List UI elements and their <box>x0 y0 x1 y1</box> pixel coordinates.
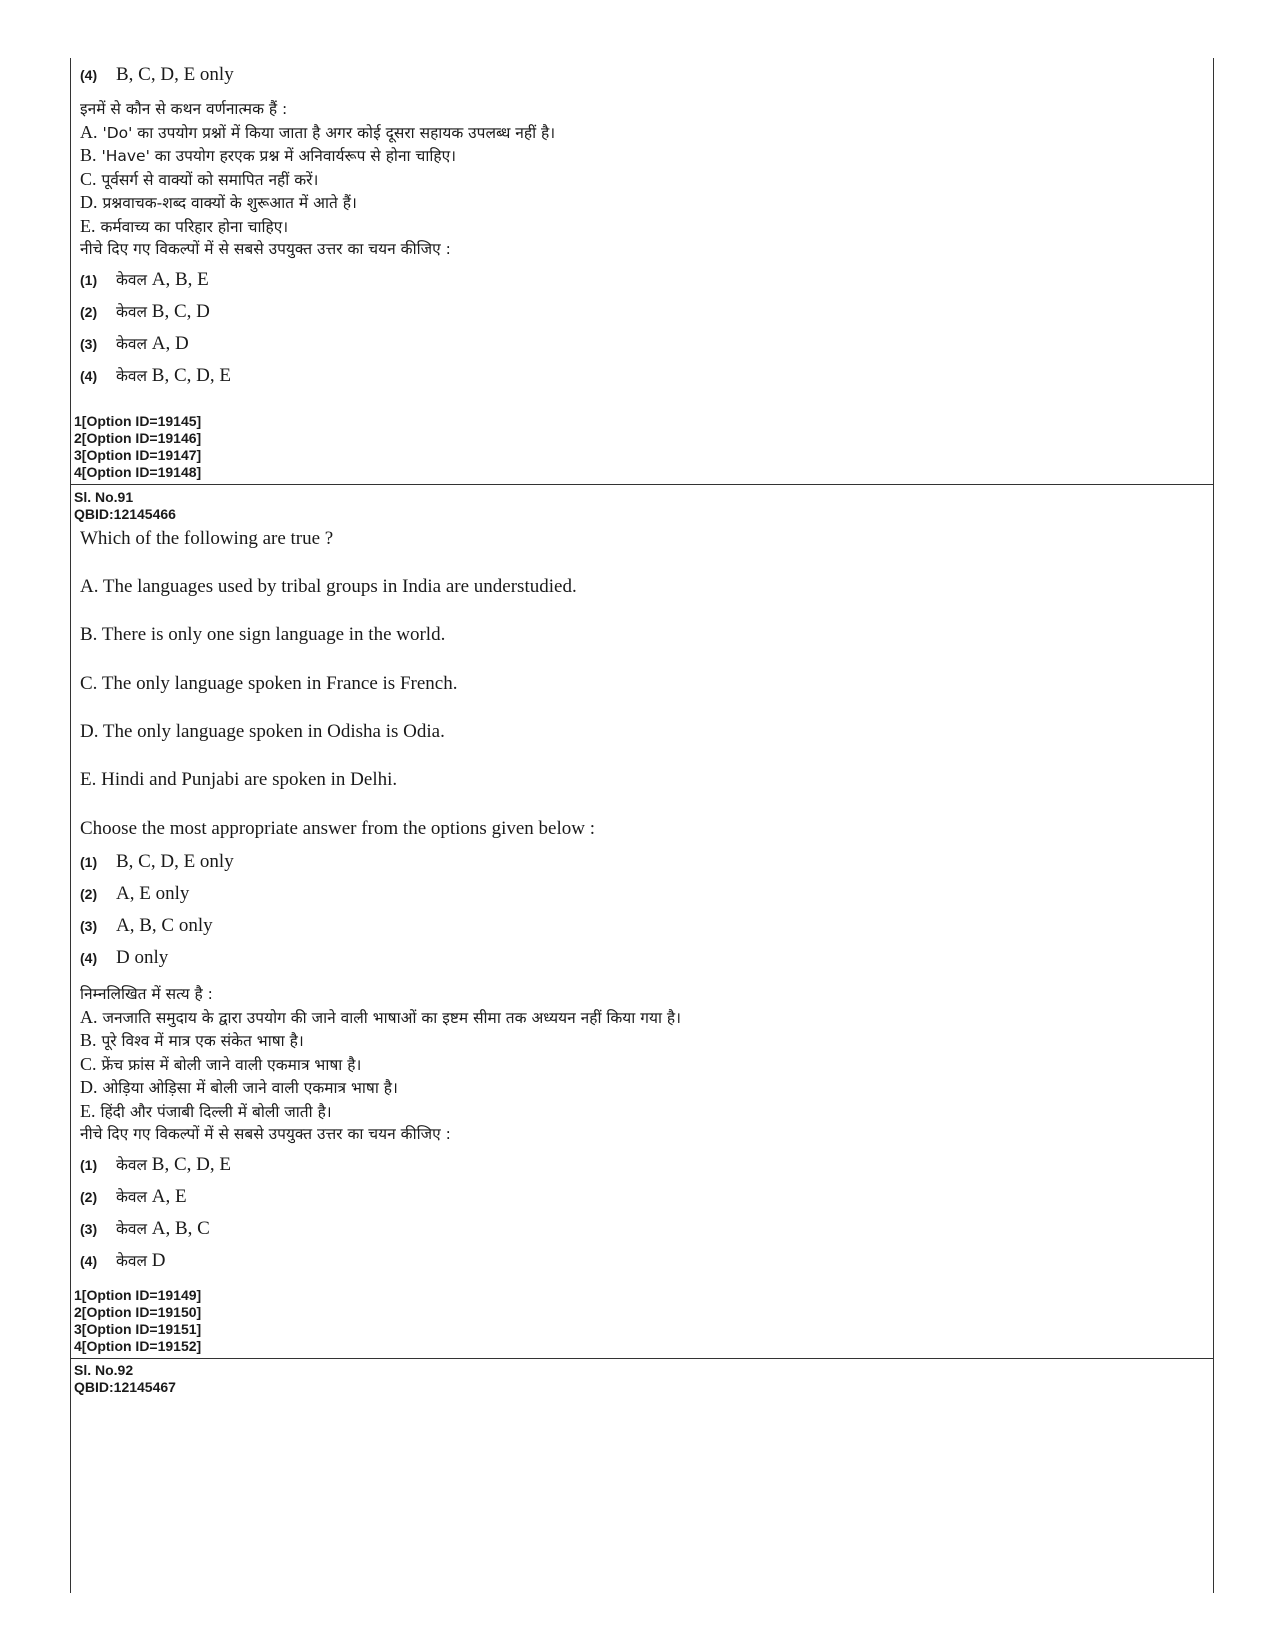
option <box>80 1149 1200 1181</box>
qbid: QBID:12145467 <box>74 1379 176 1395</box>
text: A. <box>80 1006 98 1027</box>
text: फ्रेंच फ्रांस में बोली जाने वाली एकमात्र भाषा है। <box>101 1055 362 1074</box>
statement <box>80 721 1200 743</box>
statement <box>80 1006 1200 1030</box>
text: केवल <box>116 1187 148 1206</box>
text: 'Do' का उपयोग प्रश्नों में किया जाता है अगर कोई दूसरा सहायक उपलब्ध नहीं है। <box>102 123 556 142</box>
text: C. <box>80 1053 97 1074</box>
text: केवल <box>116 1155 148 1174</box>
option <box>80 360 1200 392</box>
option <box>80 296 1200 328</box>
text: (4) <box>80 368 98 384</box>
text: केवल <box>116 334 148 353</box>
q91-hindi-options <box>80 1149 1200 1277</box>
text: (3) <box>80 918 98 934</box>
text: हिंदी और पंजाबी दिल्ली में बोली जाती है। <box>100 1102 332 1121</box>
text: (2) <box>80 1189 98 1205</box>
divider <box>70 484 1213 485</box>
text: केवल <box>116 1219 148 1238</box>
statement <box>80 769 1200 791</box>
text: केवल <box>116 1251 148 1270</box>
text: C. <box>80 168 97 189</box>
q91-question <box>80 528 1200 550</box>
option <box>80 1181 1200 1213</box>
text: B. <box>80 1030 97 1050</box>
option <box>80 910 1200 942</box>
option <box>80 1245 1200 1277</box>
text: केवल <box>116 366 148 385</box>
q91-header <box>74 489 176 523</box>
text: B. <box>80 145 97 165</box>
text: 2[Option ID=19150] <box>74 1304 202 1320</box>
option <box>80 264 1200 296</box>
text: A, E <box>151 1186 187 1207</box>
text: 1[Option ID=19149] <box>74 1287 202 1303</box>
statement <box>80 576 1200 598</box>
statement <box>80 624 1200 646</box>
statement <box>80 673 1200 695</box>
statement <box>80 215 1200 239</box>
text: B, C, D, E <box>151 1154 231 1175</box>
text: (1) <box>80 272 98 288</box>
text: 3[Option ID=19147] <box>74 447 202 463</box>
q91-hindi-intro: निम्नलिखित में सत्य है : <box>80 985 213 1003</box>
text: B, C, D, E <box>151 365 231 386</box>
text: 'Have' का उपयोग हरएक प्रश्न में अनिवार्यरूप से होना चाहिए। <box>101 147 457 165</box>
option <box>80 1213 1200 1245</box>
text: E. <box>80 215 96 236</box>
option <box>80 942 1200 974</box>
text: (1) <box>80 854 98 870</box>
q90-top-option <box>80 59 1200 91</box>
text: कर्मवाच्य का परिहार होना चाहिए। <box>100 217 289 236</box>
q92-header <box>74 1362 176 1396</box>
text: (2) <box>80 886 98 902</box>
text: (4) <box>80 67 98 83</box>
text: 3[Option ID=19151] <box>74 1321 202 1337</box>
text: केवल <box>116 270 148 289</box>
text: B, C, D <box>151 301 210 322</box>
text: A, B, C only <box>116 915 213 936</box>
sl-no: Sl. No.91 <box>74 489 134 505</box>
text: 1[Option ID=19145] <box>74 413 202 429</box>
text: A, B, E <box>151 269 209 290</box>
statement <box>80 1100 1200 1124</box>
text: (4) <box>80 1253 98 1269</box>
text: B, C, D, E only <box>116 64 234 85</box>
text: (3) <box>80 336 98 352</box>
text: प्रश्नवाचक-शब्द वाक्यों के शुरूआत में आते हैं। <box>102 194 357 212</box>
text: B. There is only one sign language in the world. <box>80 624 446 645</box>
text: Which of the following are true ? <box>80 528 334 549</box>
statement <box>80 191 1200 215</box>
q90-hindi-intro: इनमें से कौन से कथन वर्णनात्मक हैं : <box>80 100 288 118</box>
q91-hindi-choose: नीचे दिए गए विकल्पों में से सबसे उपयुक्त उत्तर का चयन कीजिए : <box>80 1125 451 1143</box>
text: D. <box>80 192 98 212</box>
q90-hindi-options <box>80 264 1200 392</box>
text: पूरे विश्व में मात्र एक संकेत भाषा है। <box>101 1032 304 1050</box>
statement <box>80 1029 1200 1053</box>
text: D. <box>80 1077 98 1097</box>
text: जनजाति समुदाय के द्वारा उपयोग की जाने वाली भाषाओं का इष्टम सीमा तक अध्ययन नहीं किया गया है। <box>102 1008 682 1027</box>
sl-no: Sl. No.92 <box>74 1362 134 1378</box>
q90-hindi-block <box>80 98 1200 261</box>
q91-option-ids <box>74 1287 201 1355</box>
q90-option-ids <box>74 413 201 481</box>
qbid: QBID:12145466 <box>74 506 176 522</box>
q91-choose <box>80 818 1200 840</box>
text: D. The only language spoken in Odisha is Odia. <box>80 721 445 742</box>
text: केवल <box>116 302 148 321</box>
text: (3) <box>80 1221 98 1237</box>
text: Choose the most appropriate answer from the options given below : <box>80 818 596 839</box>
text: (4) <box>80 950 98 966</box>
text: पूर्वसर्ग से वाक्यों को समापित नहीं करें। <box>101 170 319 189</box>
text: (2) <box>80 304 98 320</box>
divider <box>70 1358 1213 1359</box>
text: 4[Option ID=19152] <box>74 1338 202 1354</box>
statement <box>80 168 1200 192</box>
text: 4[Option ID=19148] <box>74 464 202 480</box>
text: D <box>151 1250 166 1271</box>
q91-hindi-block <box>80 983 1200 1146</box>
text: ओड़िया ओड़िसा में बोली जाने वाली एकमात्र भाषा है। <box>102 1079 398 1097</box>
text: D only <box>116 947 169 968</box>
text: A. <box>80 121 98 142</box>
q90-hindi-choose: नीचे दिए गए विकल्पों में से सबसे उपयुक्त उत्तर का चयन कीजिए : <box>80 240 451 258</box>
text: E. <box>80 1100 96 1121</box>
option <box>80 846 1200 878</box>
text: (1) <box>80 1157 98 1173</box>
text: C. The only language spoken in France is French. <box>80 673 458 694</box>
statement <box>80 144 1200 168</box>
text: E. Hindi and Punjabi are spoken in Delhi. <box>80 769 398 790</box>
statement <box>80 121 1200 145</box>
q91-options <box>80 846 1200 974</box>
text: A. The languages used by tribal groups in India are understudied. <box>80 576 577 597</box>
text: A, D <box>151 333 189 354</box>
statement <box>80 1076 1200 1100</box>
text: 2[Option ID=19146] <box>74 430 202 446</box>
text: A, B, C <box>151 1218 210 1239</box>
option <box>80 878 1200 910</box>
text: A, E only <box>116 883 190 904</box>
statement <box>80 1053 1200 1077</box>
text: B, C, D, E only <box>116 851 234 872</box>
option <box>80 328 1200 360</box>
